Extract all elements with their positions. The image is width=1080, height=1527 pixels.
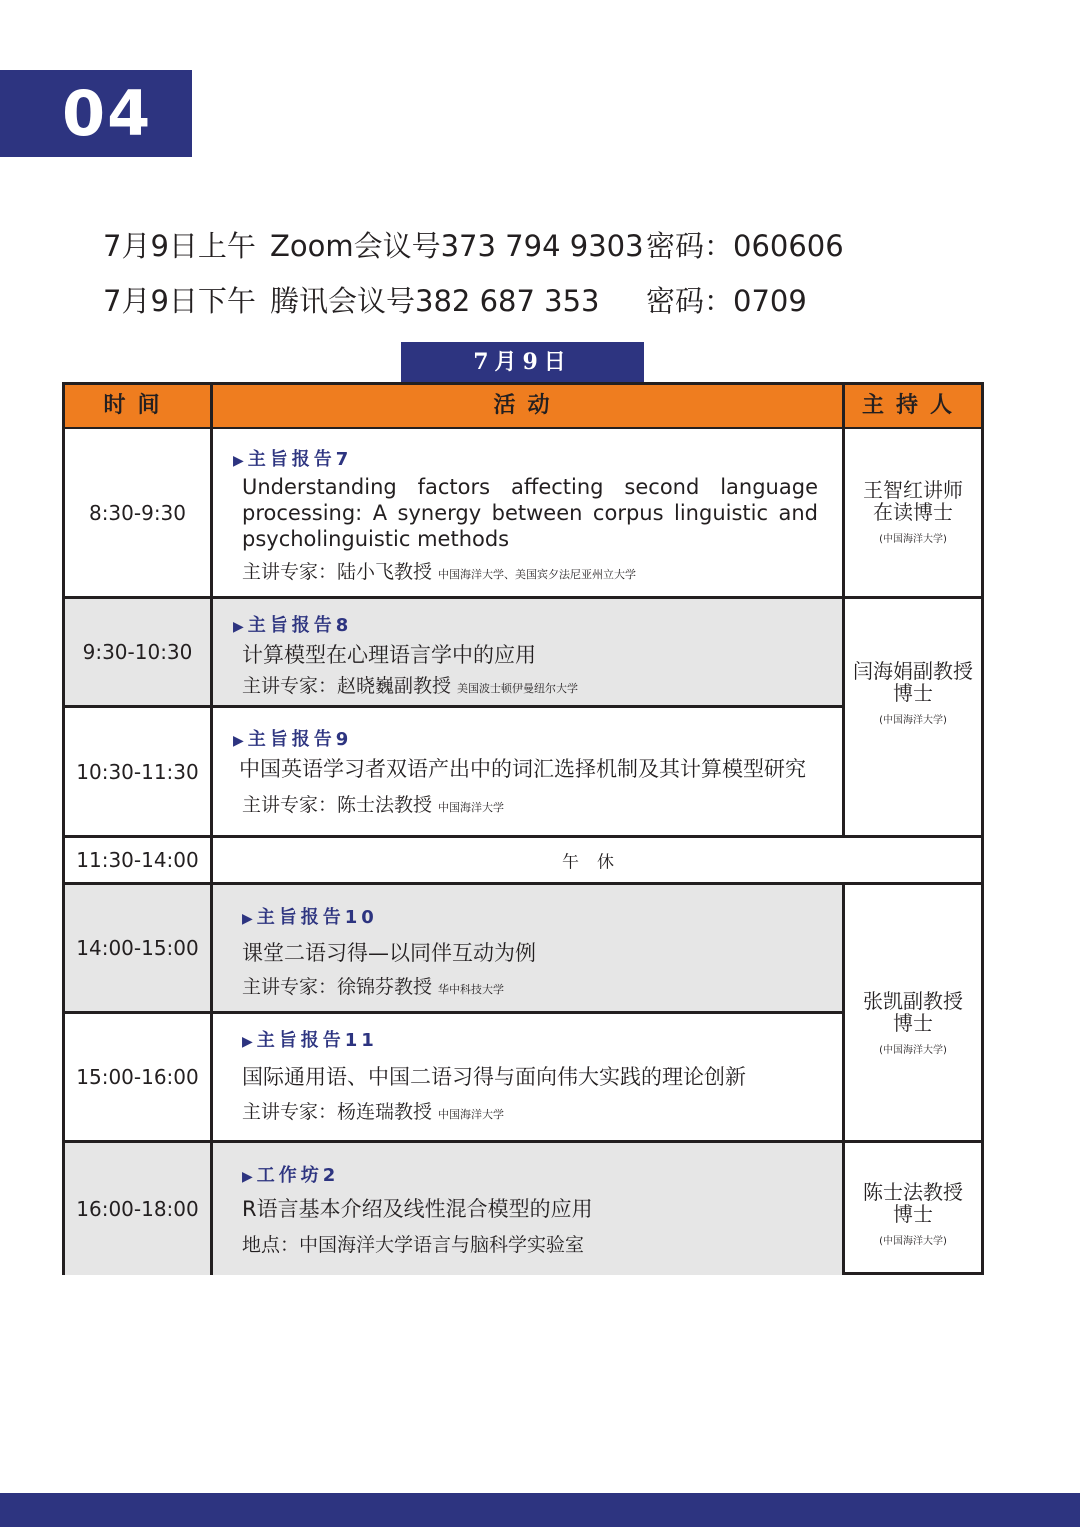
host-affiliation: (中国海洋大学) [879, 1236, 947, 1247]
host-title: 博士 [893, 1202, 933, 1226]
lunch-cell [213, 838, 981, 882]
speaker-affiliation: 华中科技大学 [438, 983, 505, 996]
host-info [845, 479, 981, 551]
speaker-line [242, 671, 578, 698]
meeting-password: 密码：0709 [646, 284, 807, 318]
time-label: 8:30-9:30 [88, 500, 187, 525]
time-cell [65, 838, 210, 882]
speaker-affiliation: 美国波士顿伊曼纽尔大学 [457, 682, 579, 695]
host-cell [845, 885, 981, 1140]
time-label: 16:00-18:00 [76, 1197, 199, 1221]
talk-tag: ▶ 主旨报告7 [233, 445, 352, 471]
talk-title: 中国英语学习者双语产出中的词汇选择机制及其计算模型研究 [239, 757, 806, 781]
date-tab: 7月9日 [401, 342, 644, 383]
host-name: 闫海娟副教授 [853, 659, 973, 683]
host-name: 张凯副教授 [863, 989, 963, 1013]
time-label: 9:30-10:30 [82, 640, 193, 664]
speaker-affiliation: 中国海洋大学 [438, 801, 505, 814]
host-title: 在读博士 [873, 500, 953, 524]
host-title: 博士 [893, 1011, 933, 1035]
host-name: 王智红讲师 [863, 478, 963, 502]
speaker-affiliation: 中国海洋大学 [438, 1108, 505, 1121]
host-affiliation: (中国海洋大学) [879, 534, 947, 545]
meeting-platform: Zoom会议号373 794 9303 [270, 229, 644, 263]
speaker-name: 主讲专家：徐锦芬教授 [242, 976, 433, 998]
host-affiliation: (中国海洋大学) [879, 715, 947, 726]
host-info [845, 1181, 981, 1253]
workshop-location: 地点：中国海洋大学语言与脑科学实验室 [242, 1234, 585, 1256]
speaker-line [242, 790, 504, 817]
speaker-line [242, 1097, 504, 1124]
lunch-label: 午休 [562, 852, 632, 873]
header-activity: 活动 [213, 385, 842, 427]
time-cell [65, 885, 210, 1011]
time-cell [65, 1014, 210, 1140]
host-affiliation: (中国海洋大学) [879, 1045, 947, 1056]
speaker-affiliation: 中国海洋大学、美国宾夕法尼亚州立大学 [438, 568, 637, 581]
time-cell [65, 429, 210, 596]
host-info [845, 660, 981, 732]
time-cell [65, 599, 210, 705]
talk-tag: ▶ 主旨报告9 [233, 725, 352, 751]
speaker-name: 主讲专家：陆小飞教授 [242, 561, 433, 583]
host-name: 陈士法教授 [863, 1180, 963, 1204]
host-cell [845, 429, 981, 596]
talk-title: 课堂二语习得—以同伴互动为例 [242, 941, 536, 965]
time-label: 10:30-11:30 [76, 759, 199, 784]
meeting-password: 密码：060606 [646, 229, 844, 263]
host-cell [845, 1143, 981, 1275]
talk-tag: ▶ 主旨报告10 [242, 903, 378, 929]
meeting-session: 7月9日上午 [103, 229, 256, 263]
speaker-name: 主讲专家：陈士法教授 [242, 794, 433, 816]
talk-title: 计算模型在心理语言学中的应用 [242, 643, 536, 667]
host-title: 博士 [893, 681, 933, 705]
speaker-name: 主讲专家：杨连瑞教授 [242, 1101, 433, 1123]
host-cell [845, 599, 981, 835]
time-cell [65, 708, 210, 835]
time-label: 15:00-16:00 [76, 1065, 199, 1089]
time-label: 11:30-14:00 [76, 848, 199, 872]
speaker-line [242, 1230, 584, 1257]
talk-tag: ▶ 主旨报告8 [233, 611, 352, 637]
talk-tag: ▶ 主旨报告11 [242, 1026, 378, 1052]
header-time: 时间 [65, 385, 210, 427]
page-number-badge: 04 [0, 70, 192, 157]
speaker-name: 主讲专家：赵晓巍副教授 [242, 675, 452, 697]
talk-title: Understanding factors affecting second language processing: A synergy between corpus linguistic and psycholinguistic methods [242, 475, 818, 551]
meeting-session: 7月9日下午 [103, 284, 256, 318]
talk-title: R语言基本介绍及线性混合模型的应用 [242, 1197, 593, 1221]
schedule-table [62, 382, 984, 1275]
talk-title: 国际通用语、中国二语习得与面向伟大实践的理论创新 [242, 1065, 746, 1089]
speaker-line [242, 972, 504, 999]
talk-tag: ▶ 工作坊2 [242, 1161, 339, 1187]
speaker-line [242, 557, 636, 584]
footer-bar [0, 1493, 1080, 1527]
meeting-platform: 腾讯会议号382 687 353 [270, 284, 600, 318]
time-label: 14:00-15:00 [76, 936, 199, 960]
host-info [845, 990, 981, 1062]
time-cell [65, 1143, 210, 1275]
header-host: 主持人 [845, 385, 981, 427]
